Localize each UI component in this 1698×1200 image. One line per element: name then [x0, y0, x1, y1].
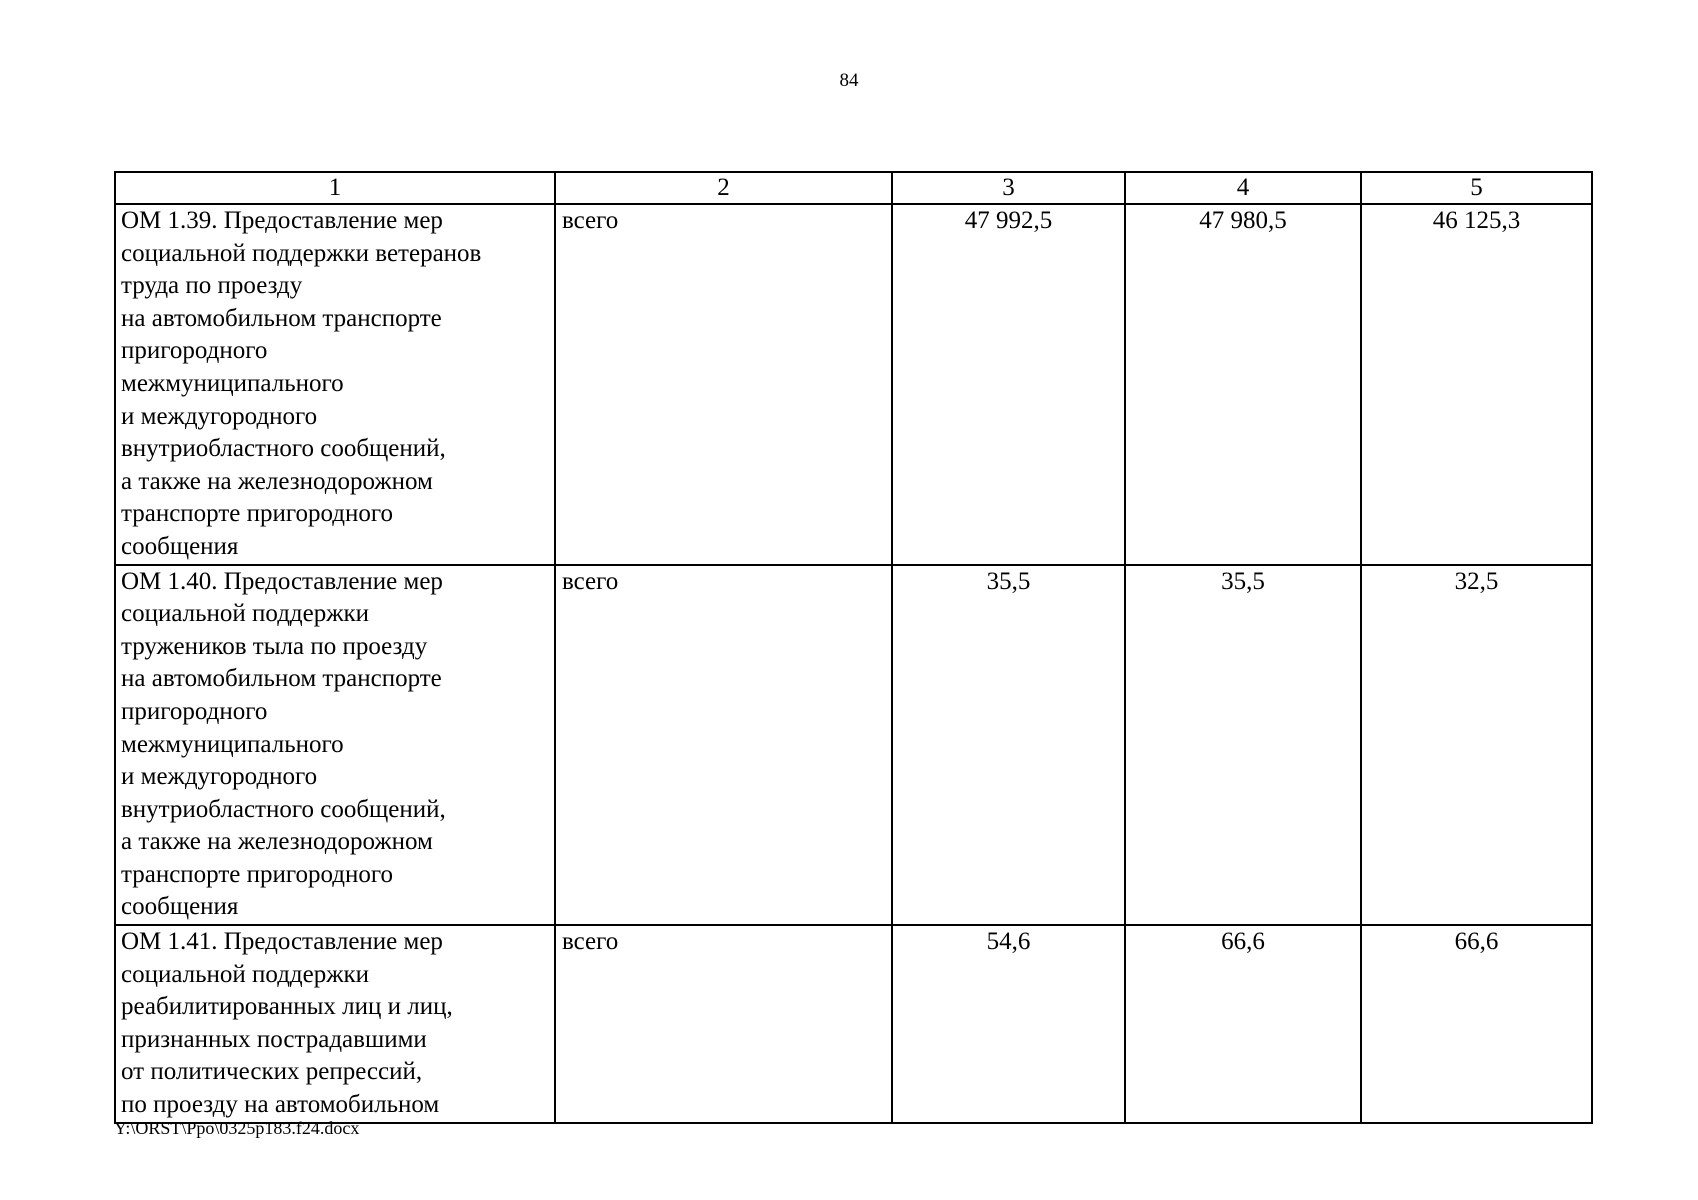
column-header-5: 5	[1361, 172, 1592, 204]
row-value-col3: 54,6	[892, 925, 1125, 1123]
row-value-col3: 35,5	[892, 565, 1125, 926]
column-header-1: 1	[115, 172, 555, 204]
table-header-row	[115, 172, 1592, 204]
row-funding-source: всего	[555, 565, 892, 926]
row-value-col4: 35,5	[1125, 565, 1361, 926]
column-header-2: 2	[555, 172, 892, 204]
row-value-col3: 47 992,5	[892, 204, 1125, 565]
row-funding-source: всего	[555, 925, 892, 1123]
table-row	[115, 925, 1592, 1123]
column-header-4: 4	[1125, 172, 1361, 204]
row-value-col4: 66,6	[1125, 925, 1361, 1123]
table-row	[115, 565, 1592, 926]
column-header-3: 3	[892, 172, 1125, 204]
footer-file-path: Y:\ORST\Ppo\0325p183.f24.docx	[114, 1118, 360, 1138]
row-value-col5: 32,5	[1361, 565, 1592, 926]
row-value-col4: 47 980,5	[1125, 204, 1361, 565]
row-description: ОМ 1.41. Предоставление мер социальной поддержки реабилитированных лиц и лиц, признанных пострадавшими от политических репрессий, по проезду на автомобильном	[115, 925, 555, 1123]
row-value-col5: 66,6	[1361, 925, 1592, 1123]
row-funding-source: всего	[555, 204, 892, 565]
row-description: ОМ 1.39. Предоставление мер социальной поддержки ветеранов труда по проезду на автомобильном транспорте пригородного межмуниципального и междугородного внутриобластного сообщений, а также на железнодорожном транспорте пригородного сообщения	[115, 204, 555, 565]
row-description: ОМ 1.40. Предоставление мер социальной поддержки тружеников тыла по проезду на автомобильном транспорте пригородного межмуниципального и междугородного внутриобластного сообщений, а также на железнодорожном транспорте пригородного сообщения	[115, 565, 555, 926]
page-number: 84	[839, 70, 859, 91]
row-value-col5: 46 125,3	[1361, 204, 1592, 565]
data-table	[114, 171, 1593, 1124]
table-row	[115, 204, 1592, 565]
